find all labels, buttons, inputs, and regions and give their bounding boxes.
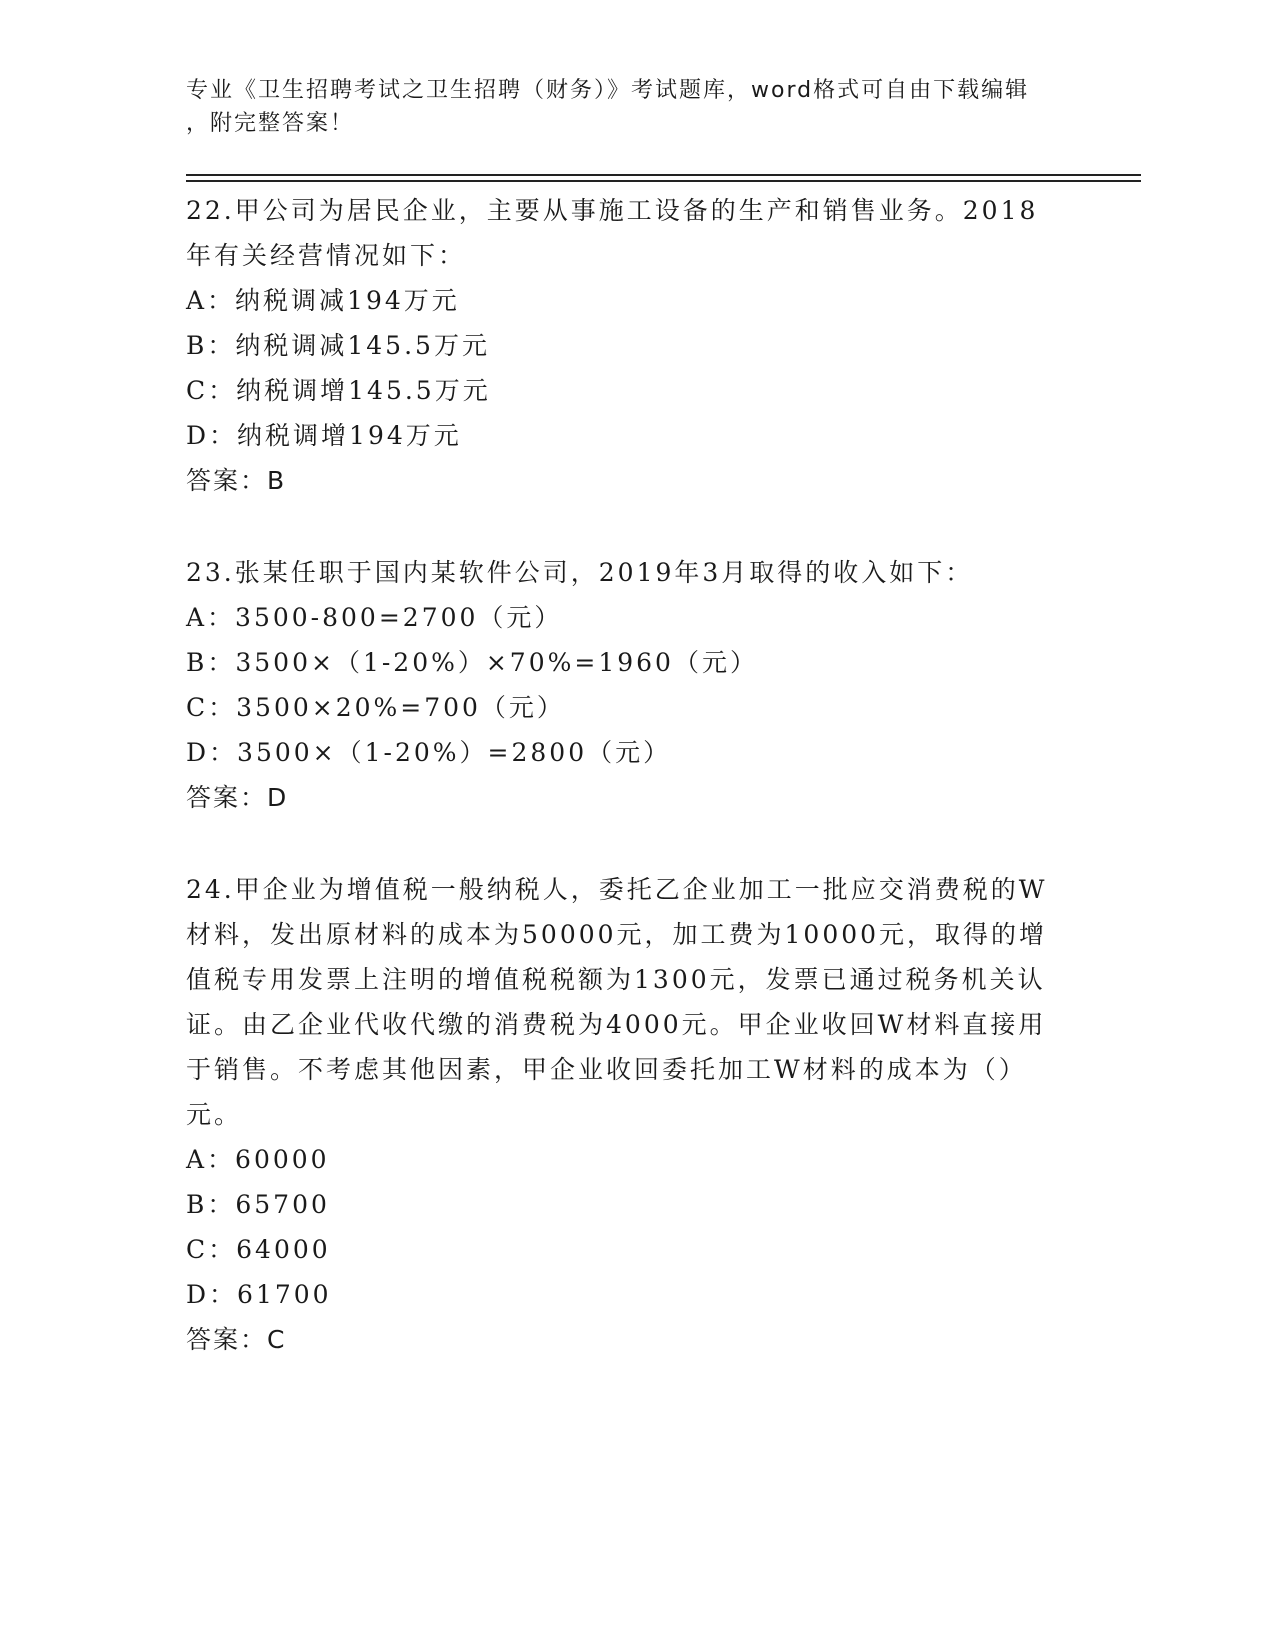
header-divider-bottom xyxy=(186,180,1141,182)
answer: 答案：B xyxy=(186,466,287,495)
question-22 xyxy=(186,188,1066,503)
option-b: B：65700 xyxy=(186,1190,330,1219)
question-text: 24.甲企业为增值税一般纳税人，委托乙企业加工一批应交消费税的W材料，发出原材料的成本为50000元，加工费为10000元，取得的增值税专用发票上注明的增值税税额为1300元，发票已通过税务机关认证。由乙企业代收代缴的消费税为4000元。甲企业收回W材料直接用于销售。不考虑其他因素，甲企业收回委托加工W材料的成本为（）元。 xyxy=(186,875,1048,1129)
question-text: 22.甲公司为居民企业，主要从事施工设备的生产和销售业务。2018年有关经营情况如下： xyxy=(186,196,1039,270)
answer: 答案：D xyxy=(186,783,289,812)
header-divider-top xyxy=(186,174,1141,176)
option-a: A：60000 xyxy=(186,1145,330,1174)
header-line-1: 专业《卫生招聘考试之卫生招聘（财务）》考试题库，word格式可自由下载编辑 xyxy=(186,78,1030,103)
option-d: D：3500×（1-20%）=2800（元） xyxy=(186,738,672,767)
option-a: A：纳税调减194万元 xyxy=(186,286,460,315)
option-c: C：64000 xyxy=(186,1235,331,1264)
header-line-2: ，附完整答案！ xyxy=(186,111,355,136)
option-b: B：3500×（1-20%）×70%=1960（元） xyxy=(186,648,758,677)
question-text: 23.张某任职于国内某软件公司，2019年3月取得的收入如下： xyxy=(186,558,974,587)
option-d: D：61700 xyxy=(186,1280,332,1309)
answer: 答案：C xyxy=(186,1325,287,1354)
option-a: A：3500-800=2700（元） xyxy=(186,603,563,632)
option-c: C：纳税调增145.5万元 xyxy=(186,376,491,405)
question-24 xyxy=(186,867,1066,1362)
document-header xyxy=(186,74,1086,140)
option-b: B：纳税调减145.5万元 xyxy=(186,331,490,360)
question-23 xyxy=(186,550,1066,820)
option-c: C：3500×20%=700（元） xyxy=(186,693,565,722)
option-d: D：纳税调增194万元 xyxy=(186,421,462,450)
